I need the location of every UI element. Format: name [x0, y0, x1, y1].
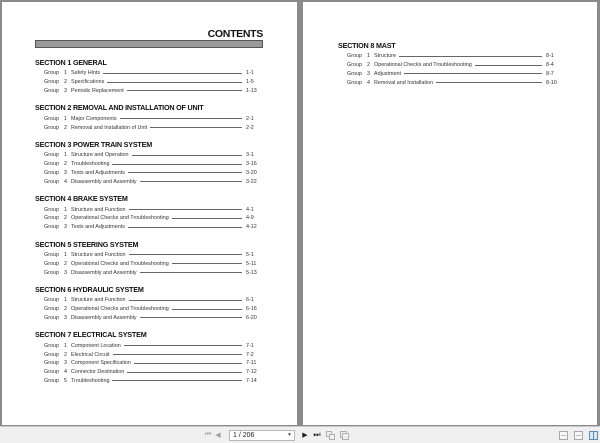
group-number: 1 — [64, 152, 67, 159]
section-heading[interactable]: SECTION 8 MAST — [338, 41, 396, 50]
group-title: Disassembly and Assembly — [71, 178, 137, 185]
toc-section — [338, 41, 560, 87]
group-title: Structure and Function — [71, 206, 126, 213]
toc-section — [35, 285, 260, 322]
table-of-contents — [338, 41, 560, 95]
toc-entry[interactable] — [35, 160, 260, 169]
continuous-view-icon[interactable] — [574, 431, 583, 440]
page-reference: 3-1 — [246, 152, 254, 159]
leader-line — [129, 209, 242, 210]
two-page-view-icon[interactable] — [589, 431, 598, 440]
leader-line — [140, 272, 242, 273]
toc-section — [35, 103, 260, 132]
group-number: 1 — [64, 70, 67, 77]
group-number: 3 — [64, 269, 67, 276]
section-heading[interactable]: SECTION 5 STEERING SYSTEM — [35, 239, 139, 249]
page-reference: 7-1 — [246, 342, 254, 349]
group-label: Group — [44, 161, 59, 168]
leader-line — [128, 227, 242, 228]
group-number: 3 — [64, 314, 67, 321]
group-label: Group — [44, 269, 59, 276]
group-label: Group — [44, 87, 59, 94]
group-number: 2 — [64, 306, 67, 313]
group-number: 3 — [64, 169, 67, 176]
page-reference: 1-13 — [246, 87, 257, 94]
group-number: 2 — [367, 62, 370, 69]
group-number: 3 — [64, 360, 67, 367]
group-title: Disassembly and Assembly — [71, 269, 137, 276]
group-label: Group — [44, 152, 59, 159]
group-number: 2 — [64, 79, 67, 86]
toc-entry[interactable] — [35, 177, 260, 186]
page-reference: 1-1 — [246, 70, 254, 77]
toc-entry[interactable] — [338, 70, 560, 79]
toc-entry[interactable] — [35, 359, 260, 368]
section-heading[interactable]: SECTION 3 POWER TRAIN SYSTEM — [35, 139, 152, 149]
group-label: Group — [44, 70, 59, 77]
group-title: Structure and Operation — [71, 152, 129, 159]
group-label: Group — [347, 70, 362, 77]
leader-line — [129, 254, 242, 255]
prev-page-icon[interactable]: ◀ — [215, 432, 221, 439]
page-reference: 3-22 — [246, 178, 257, 185]
group-number: 3 — [367, 70, 370, 77]
group-label: Group — [44, 215, 59, 222]
group-title: Structure and Function — [71, 251, 126, 258]
page-reference: 5-13 — [246, 269, 257, 276]
group-title: Removal and Installation — [374, 79, 434, 86]
group-number: 3 — [64, 87, 67, 94]
toc-entry[interactable] — [35, 214, 260, 223]
page-reference: 6-16 — [246, 306, 257, 313]
toc-section — [35, 330, 260, 385]
next-page-icon[interactable]: ▶ — [302, 432, 308, 439]
group-label: Group — [44, 297, 59, 304]
page-navigation — [203, 429, 351, 441]
group-label: Group — [347, 62, 362, 69]
group-number: 2 — [64, 260, 67, 267]
leader-line — [124, 345, 242, 346]
page-reference: 3-16 — [246, 161, 257, 168]
group-number: 4 — [367, 79, 370, 86]
page-reference: 4-12 — [246, 224, 257, 231]
fit-page-icon[interactable] — [337, 429, 351, 441]
group-title: Specifications — [71, 79, 105, 86]
leader-line — [112, 380, 242, 381]
group-title: Major Components — [71, 115, 117, 122]
toc-entry[interactable] — [338, 52, 560, 61]
group-title: Structure — [374, 53, 396, 60]
group-label: Group — [44, 342, 59, 349]
page-reference: 7-2 — [246, 351, 254, 358]
group-title: Operational Checks and Troubleshooting — [71, 215, 169, 222]
leader-line — [127, 90, 242, 91]
table-of-contents — [35, 58, 260, 393]
leader-line — [128, 172, 242, 173]
group-label: Group — [44, 351, 59, 358]
page-title: CONTENTS — [207, 28, 263, 40]
last-page-icon[interactable]: ⏭ — [313, 430, 321, 439]
leader-line — [140, 317, 242, 318]
group-title: Component Location — [71, 342, 121, 349]
leader-line — [436, 82, 542, 83]
leader-line — [172, 263, 242, 264]
leader-line — [103, 73, 242, 74]
toc-entry[interactable] — [35, 151, 260, 160]
toc-entry[interactable] — [35, 169, 260, 178]
leader-line — [172, 218, 242, 219]
leader-line — [112, 164, 242, 165]
group-title: Operational Checks and Troubleshooting — [374, 62, 472, 69]
view-mode-switch — [553, 429, 598, 441]
leader-line — [475, 65, 542, 66]
toc-section — [35, 194, 260, 231]
toc-entry[interactable] — [35, 268, 260, 277]
toc-section — [35, 58, 260, 95]
group-number: 1 — [64, 251, 67, 258]
group-title: Troubleshooting — [71, 161, 110, 168]
page-right — [303, 2, 597, 425]
group-label: Group — [44, 314, 59, 321]
toc-entry[interactable] — [35, 123, 260, 132]
group-title: Component Specification — [71, 360, 131, 367]
toc-entry[interactable] — [338, 61, 560, 70]
group-number: 2 — [64, 161, 67, 168]
page-reference: 5-11 — [246, 260, 257, 267]
page-reference: 8-1 — [546, 53, 554, 60]
group-number: 4 — [64, 369, 67, 376]
group-title: Connector Destination — [71, 369, 125, 376]
group-number: 1 — [64, 342, 67, 349]
leader-line — [150, 127, 242, 128]
group-number: 2 — [64, 124, 67, 131]
group-number: 2 — [64, 215, 67, 222]
page-reference: 6-1 — [246, 297, 254, 304]
leader-line — [107, 82, 242, 83]
group-label: Group — [44, 79, 59, 86]
page-reference: 7-11 — [246, 360, 257, 367]
single-page-view-icon[interactable] — [559, 431, 568, 440]
page-indicator: 1 / 206 — [233, 431, 255, 439]
group-title: Troubleshooting — [71, 377, 110, 384]
leader-line — [113, 354, 242, 355]
group-title: Structure and Function — [71, 297, 126, 304]
page-reference: 8-4 — [546, 62, 554, 69]
toc-entry[interactable] — [35, 377, 260, 386]
group-label: Group — [44, 224, 59, 231]
leader-line — [172, 309, 242, 310]
section-heading[interactable]: SECTION 4 BRAKE SYSTEM — [35, 194, 128, 204]
page-reference: 7-12 — [246, 369, 257, 376]
group-title: Operational Checks and Troubleshooting — [71, 306, 169, 313]
page-reference: 5-1 — [246, 251, 254, 258]
group-label: Group — [347, 53, 362, 60]
toc-entry[interactable] — [35, 114, 260, 123]
chevron-down-icon: ▼ — [287, 431, 292, 438]
group-title: Electrical Circuit — [71, 351, 110, 358]
page-left — [2, 2, 297, 425]
group-label: Group — [44, 360, 59, 367]
page-reference: 6-20 — [246, 314, 257, 321]
group-title: Adjustment — [374, 70, 401, 77]
page-reference: 4-1 — [246, 206, 254, 213]
group-number: 5 — [64, 377, 67, 384]
leader-line — [140, 181, 242, 182]
group-number: 1 — [64, 297, 67, 304]
page-reference: 7-14 — [246, 377, 257, 384]
leader-line — [127, 372, 242, 373]
page-reference: 1-5 — [246, 79, 254, 86]
toc-entry[interactable] — [338, 78, 560, 87]
group-label: Group — [44, 377, 59, 384]
leader-line — [120, 118, 242, 119]
leader-line — [404, 73, 542, 74]
group-label: Group — [44, 251, 59, 258]
toc-entry[interactable] — [35, 341, 260, 350]
group-label: Group — [44, 260, 59, 267]
group-label: Group — [347, 79, 362, 86]
leader-line — [399, 56, 542, 57]
toc-entry[interactable] — [35, 223, 260, 232]
group-title: Tests and Adjustments — [71, 169, 125, 176]
toc-entry[interactable] — [35, 350, 260, 359]
page-reference: 2-1 — [246, 115, 254, 122]
page-reference: 8-10 — [546, 79, 557, 86]
group-number: 1 — [64, 206, 67, 213]
toc-entry[interactable] — [35, 251, 260, 260]
group-label: Group — [44, 369, 59, 376]
toc-entry[interactable] — [35, 305, 260, 314]
toc-section — [35, 140, 260, 186]
group-label: Group — [44, 178, 59, 185]
group-number: 2 — [64, 351, 67, 358]
title-rule-bar — [35, 40, 263, 48]
toc-entry[interactable] — [35, 78, 260, 87]
toc-entry[interactable] — [35, 205, 260, 214]
toc-entry[interactable] — [35, 87, 260, 96]
page-reference: 3-20 — [246, 169, 257, 176]
toc-entry[interactable] — [35, 296, 260, 305]
leader-line — [129, 300, 242, 301]
group-label: Group — [44, 115, 59, 122]
section-heading[interactable]: SECTION 2 REMOVAL AND INSTALLATION OF UNIT — [35, 103, 204, 113]
group-number: 4 — [64, 178, 67, 185]
page-reference: 2-2 — [246, 124, 254, 131]
page-reference: 4-9 — [246, 215, 254, 222]
toc-entry[interactable] — [35, 314, 260, 323]
group-label: Group — [44, 124, 59, 131]
group-label: Group — [44, 206, 59, 213]
group-title: Removal and Installation of Unit — [71, 124, 148, 131]
toc-entry[interactable] — [35, 259, 260, 268]
group-number: 1 — [64, 115, 67, 122]
bottom-toolbar — [0, 426, 600, 443]
section-heading[interactable]: SECTION 1 GENERAL — [35, 58, 107, 67]
group-title: Safety Hints — [71, 70, 101, 77]
toc-entry[interactable] — [35, 69, 260, 78]
section-heading[interactable]: SECTION 7 ELECTRICAL SYSTEM — [35, 330, 147, 340]
leader-line — [134, 363, 242, 364]
group-number: 1 — [367, 53, 370, 60]
toc-section — [35, 240, 260, 277]
group-title: Periodic Replacement — [71, 87, 124, 94]
page-number-select[interactable] — [229, 430, 295, 441]
group-title: Operational Checks and Troubleshooting — [71, 260, 169, 267]
toc-entry[interactable] — [35, 368, 260, 377]
leader-line — [132, 155, 242, 156]
group-title: Disassembly and Assembly — [71, 314, 137, 321]
group-number: 3 — [64, 224, 67, 231]
section-heading[interactable]: SECTION 6 HYDRAULIC SYSTEM — [35, 284, 144, 294]
group-label: Group — [44, 306, 59, 313]
group-title: Tests and Adjustments — [71, 224, 125, 231]
group-label: Group — [44, 169, 59, 176]
first-page-icon[interactable]: ⏮ — [204, 431, 212, 438]
copy-page-icon[interactable] — [323, 429, 337, 441]
page-reference: 8-7 — [546, 70, 554, 77]
